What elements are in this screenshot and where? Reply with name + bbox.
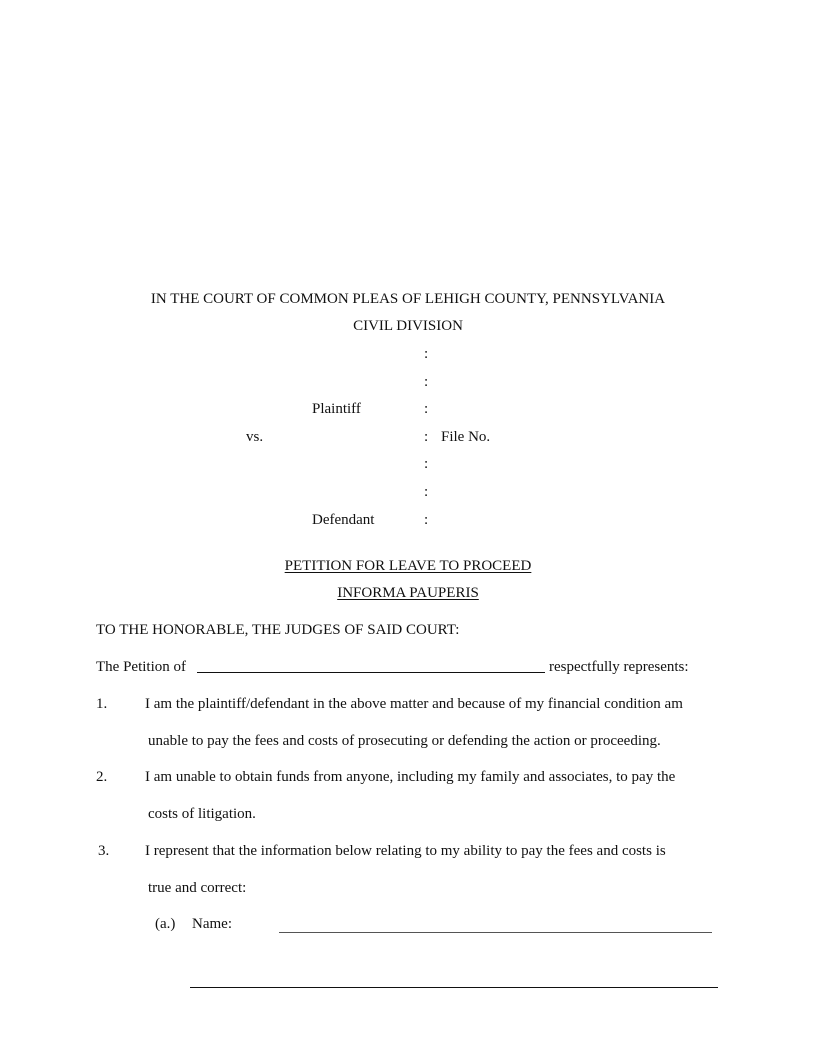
vs-label: vs. — [246, 429, 264, 445]
petition-prefix: The Petition of — [96, 659, 186, 675]
caption-colon: : — [424, 429, 429, 445]
file-number-label: File No. — [441, 429, 491, 445]
caption-colon: : — [424, 346, 429, 362]
petitioner-name-field[interactable] — [197, 672, 545, 673]
plaintiff-label: Plaintiff — [312, 401, 361, 417]
item-number: 2. — [96, 769, 108, 785]
caption-colon: : — [424, 401, 429, 417]
caption-colon: : — [424, 374, 429, 390]
title-line-1: PETITION FOR LEAVE TO PROCEED — [284, 558, 532, 574]
sub-item-label: (a.) — [155, 916, 176, 932]
item-text-continued: costs of litigation. — [148, 806, 256, 822]
caption-colon: : — [424, 456, 429, 472]
court-name: IN THE COURT OF COMMON PLEAS OF LEHIGH COUNTY, PENNSYLVANIA — [150, 291, 666, 307]
name-label: Name: — [192, 916, 232, 932]
name-field-continued[interactable] — [190, 987, 718, 988]
item-text: I am the plaintiff/defendant in the above matter and because of my financial condition am — [145, 696, 683, 712]
item-number: 1. — [96, 696, 108, 712]
title-line-2: INFORMA PAUPERIS — [337, 585, 479, 601]
petition-suffix: respectfully represents: — [549, 659, 689, 675]
item-number: 3. — [98, 843, 110, 859]
name-field[interactable] — [279, 932, 712, 933]
caption-colon: : — [424, 512, 429, 528]
defendant-label: Defendant — [312, 512, 375, 528]
item-text: I am unable to obtain funds from anyone, including my family and associates, to pay the — [145, 769, 676, 785]
division-name: CIVIL DIVISION — [353, 318, 463, 334]
caption-colon: : — [424, 484, 429, 500]
salutation: TO THE HONORABLE, THE JUDGES OF SAID COURT: — [96, 622, 460, 638]
item-text: I represent that the information below relating to my ability to pay the fees and costs is — [145, 843, 666, 859]
item-text-continued: unable to pay the fees and costs of prosecuting or defending the action or proceeding. — [148, 733, 661, 749]
item-text-continued: true and correct: — [148, 880, 247, 896]
